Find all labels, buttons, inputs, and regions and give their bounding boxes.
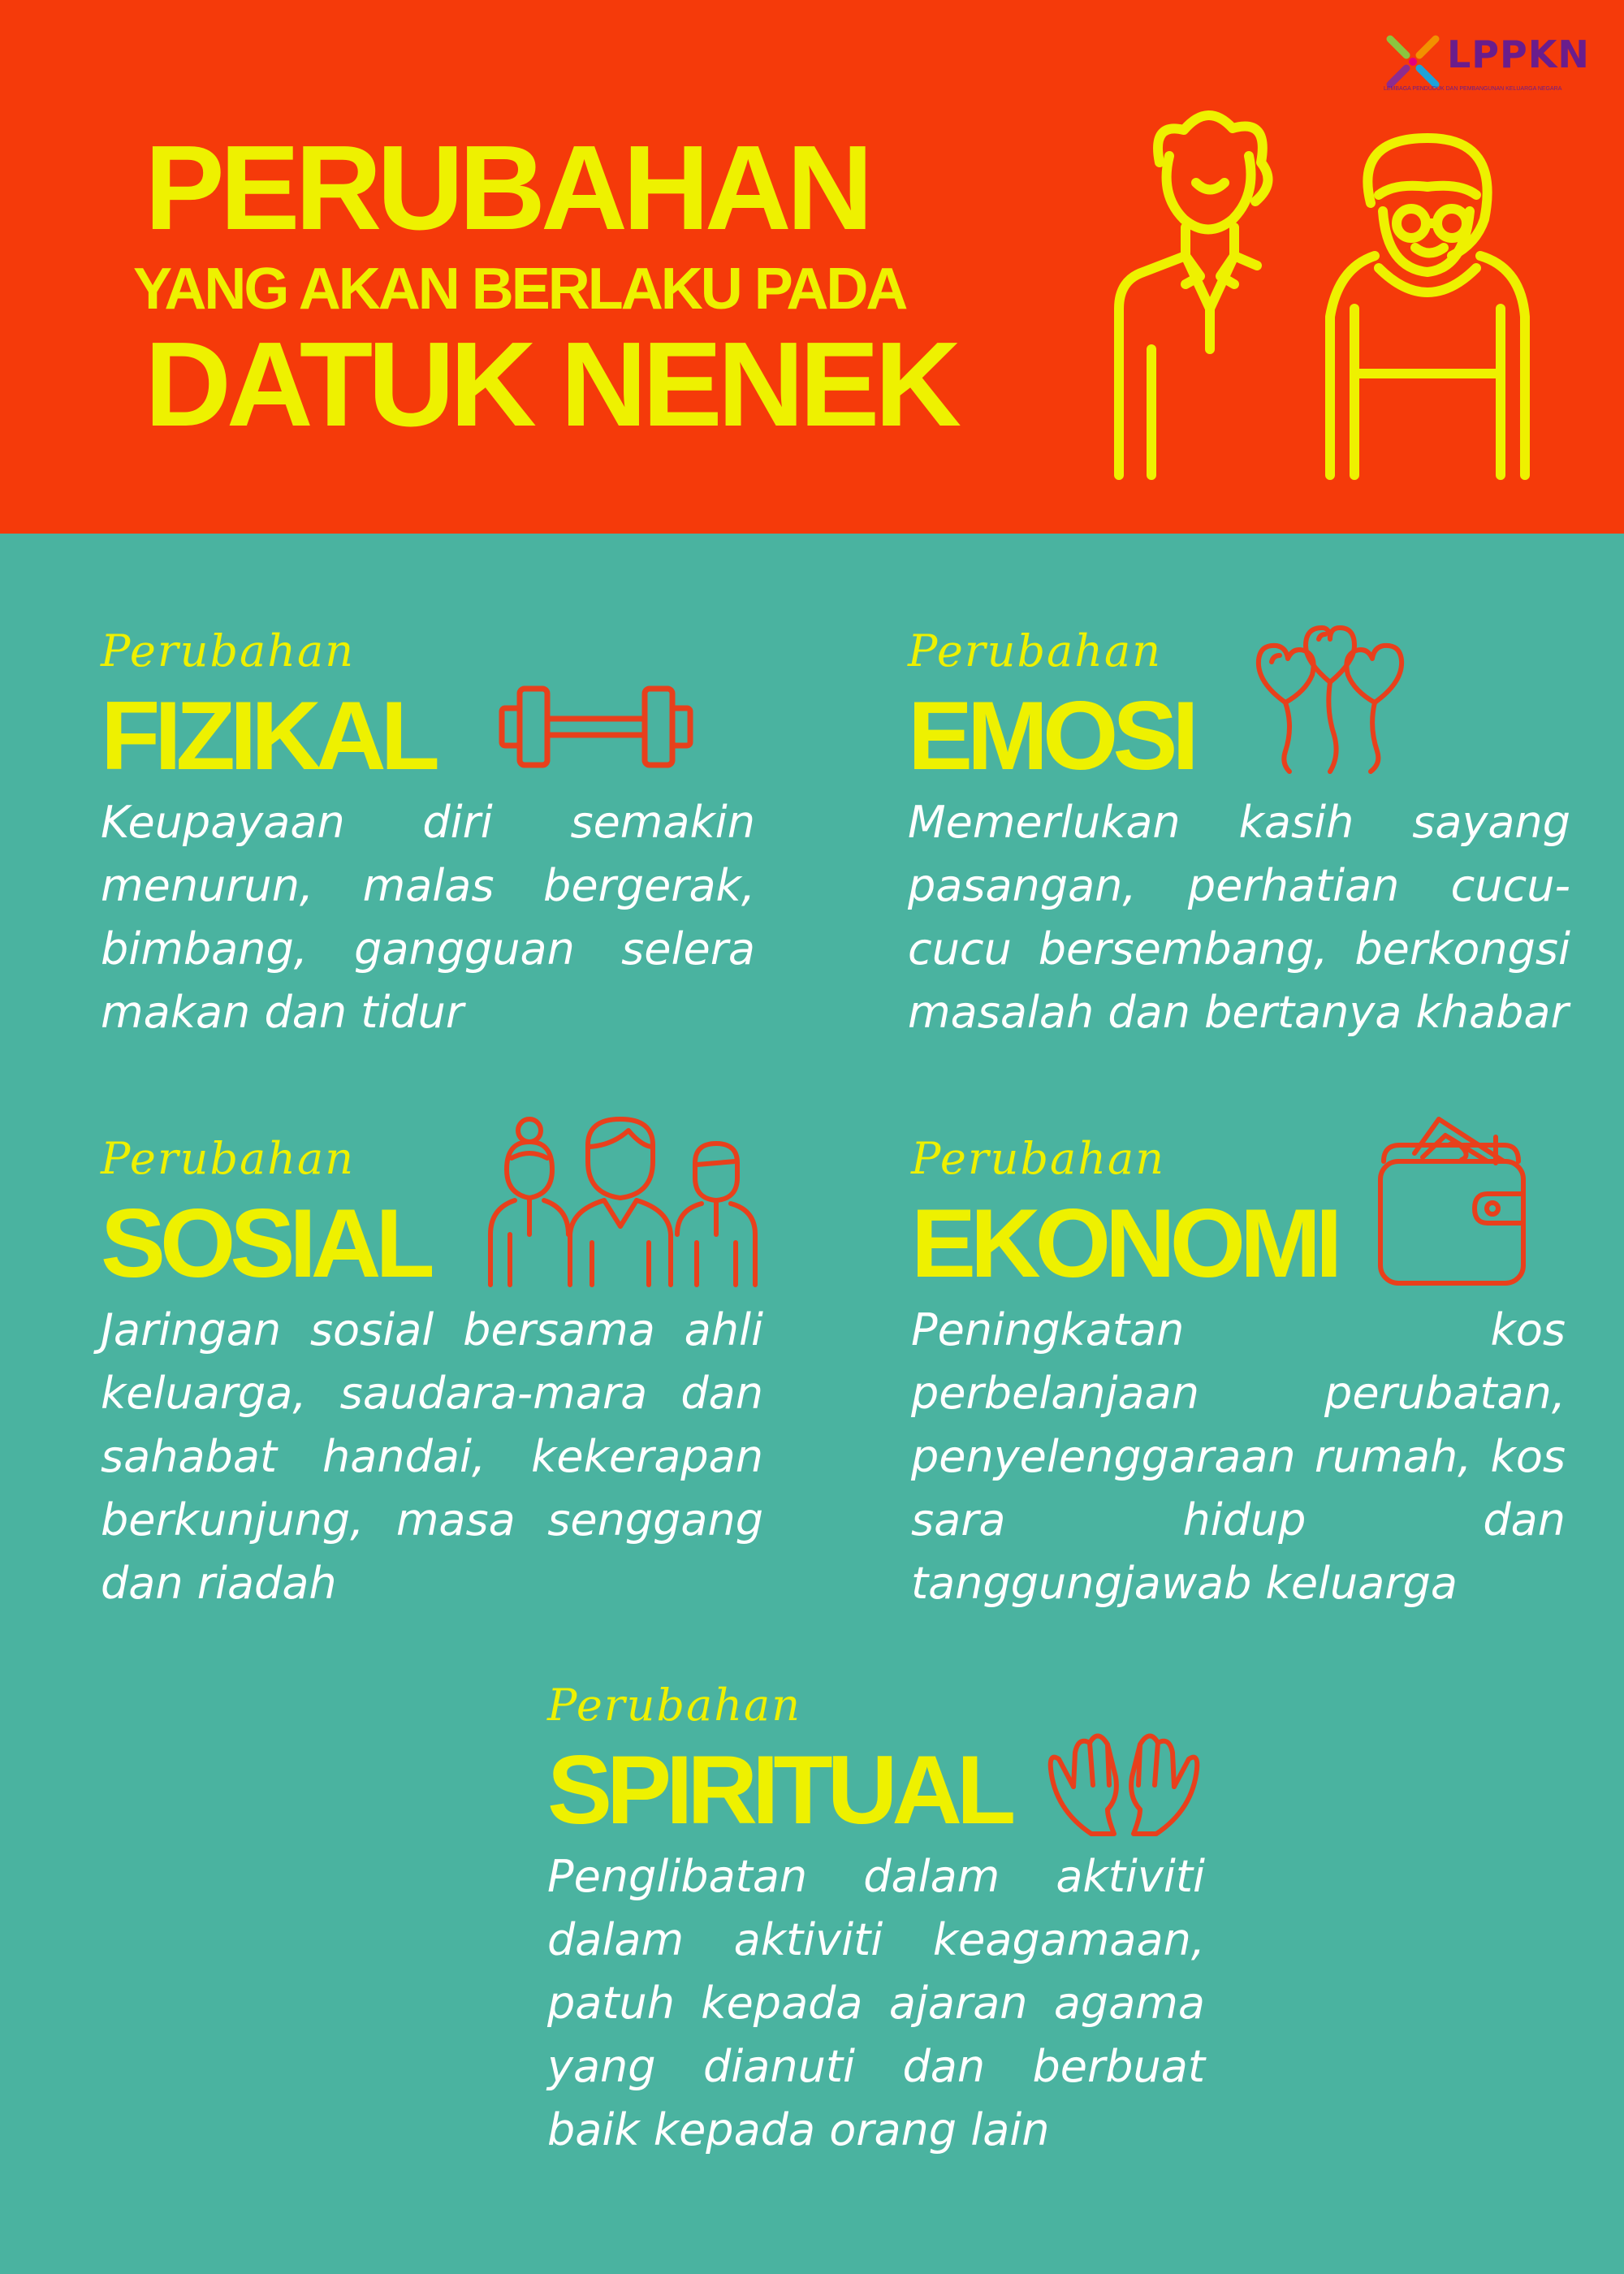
section-body: Jaringan sosial bersama ahli keluarga, saudara-mara dan sahabat handai, kekerapan berkunjung, masa senggang dan riadah	[101, 1304, 763, 1609]
family-group-icon	[482, 1113, 758, 1287]
grandparents-icon	[1095, 106, 1549, 487]
title-line-1: PERUBAHAN	[145, 121, 869, 255]
section-title: FIZIKAL	[101, 681, 434, 790]
dumbbell-icon	[499, 674, 693, 780]
logo-text: LPPKN	[1447, 32, 1590, 76]
section-body: Memerlukan kasih sayang pasangan, perhatian cucu-cucu bersembang, berkongsi masalah dan bertanya khabar	[908, 797, 1570, 1038]
heart-balloons-icon	[1249, 621, 1411, 776]
section-kicker: Perubahan	[908, 625, 1162, 677]
section-title: EMOSI	[908, 681, 1194, 790]
section-kicker: Perubahan	[101, 625, 355, 677]
section-title: SPIRITUAL	[547, 1736, 1011, 1844]
section-sosial	[101, 1133, 767, 1628]
section-emosi	[908, 625, 1574, 1048]
title-line-2: YANG AKAN BERLAKU PADA	[133, 257, 906, 322]
lppkn-logo-icon	[1380, 29, 1445, 94]
praying-hands-icon	[1043, 1720, 1205, 1842]
section-ekonomi	[911, 1133, 1577, 1609]
section-title: SOSIAL	[101, 1189, 430, 1298]
title-line-3: DATUK NENEK	[145, 318, 957, 452]
section-kicker: Perubahan	[547, 1680, 801, 1731]
section-fizikal	[101, 625, 758, 1048]
logo-subtext: LEMBAGA PENDUDUK DAN PEMBANGUNAN KELUARGA NEGARA	[1384, 86, 1562, 92]
wallet-icon	[1374, 1113, 1528, 1287]
section-body: Peningkatan kos perbelanjaan perubatan, penyelenggaraan rumah, kos sara hidup dan tanggungjawab keluarga	[911, 1304, 1566, 1609]
section-kicker: Perubahan	[101, 1133, 355, 1184]
section-title: EKONOMI	[911, 1189, 1337, 1298]
section-kicker: Perubahan	[911, 1133, 1165, 1184]
lppkn-logo	[1380, 29, 1600, 102]
section-spiritual	[547, 1680, 1213, 2183]
section-body: Keupayaan diri semakin menurun, malas bergerak, bimbang, gangguan selera makan dan tidur	[101, 797, 755, 1038]
section-body: Penglibatan dalam aktiviti dalam aktiviti keagamaan, patuh kepada ajaran agama yang dianuti dan berbuat baik kepada orang lain	[547, 1851, 1205, 2155]
header-banner	[0, 0, 1624, 534]
